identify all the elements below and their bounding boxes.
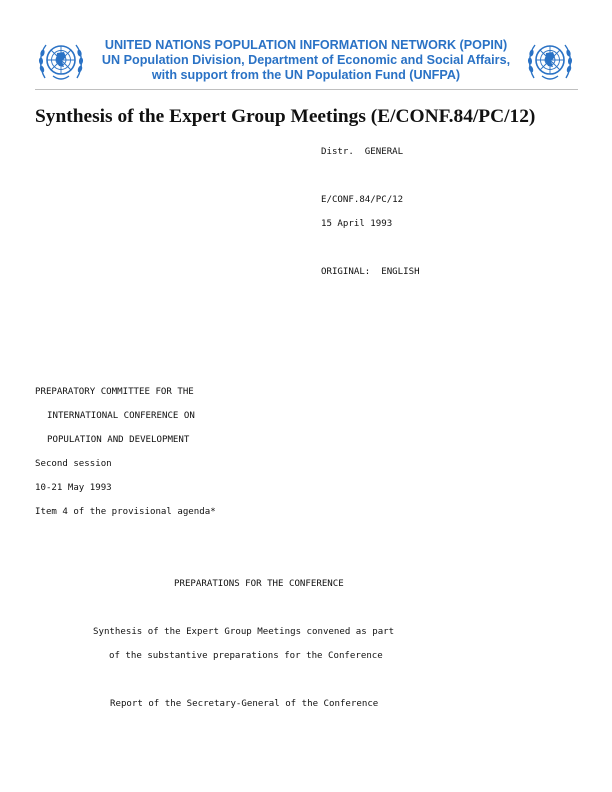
header-divider — [35, 89, 578, 90]
report-line: Report of the Secretary-General of the Conference — [110, 699, 379, 709]
subject-line-1: Synthesis of the Expert Group Meetings convened as part — [93, 627, 395, 637]
header-line-1: UNITED NATIONS POPULATION INFORMATION NETWORK (POPIN) — [104, 38, 508, 52]
original-language: ORIGINAL: ENGLISH — [321, 267, 420, 277]
section-heading: PREPARATIONS FOR THE CONFERENCE — [174, 579, 344, 589]
agenda-item: Item 4 of the provisional agenda* — [35, 507, 216, 517]
subject-line-2: of the substantive preparations for the Conference — [109, 651, 383, 661]
document-date: 15 April 1993 — [321, 219, 393, 229]
committee-line-2: INTERNATIONAL CONFERENCE ON — [47, 411, 195, 421]
un-emblem-icon — [37, 38, 85, 84]
header-line-3: with support from the UN Population Fund (UNFPA) — [151, 67, 461, 82]
committee-line-3: POPULATION AND DEVELOPMENT — [47, 435, 190, 445]
un-emblem-icon — [526, 38, 574, 84]
popin-header — [90, 38, 522, 82]
committee-line-1: PREPARATORY COMMITTEE FOR THE — [35, 387, 194, 397]
session-dates: 10-21 May 1993 — [35, 483, 112, 493]
distribution-label: Distr. GENERAL — [321, 147, 404, 157]
header-line-2: UN Population Division, Department of Economic and Social Affairs, — [101, 52, 511, 67]
page-title: Synthesis of the Expert Group Meetings (E/CONF.84/PC/12) — [35, 106, 536, 127]
document-symbol: E/CONF.84/PC/12 — [321, 195, 404, 205]
session-label: Second session — [35, 459, 112, 469]
